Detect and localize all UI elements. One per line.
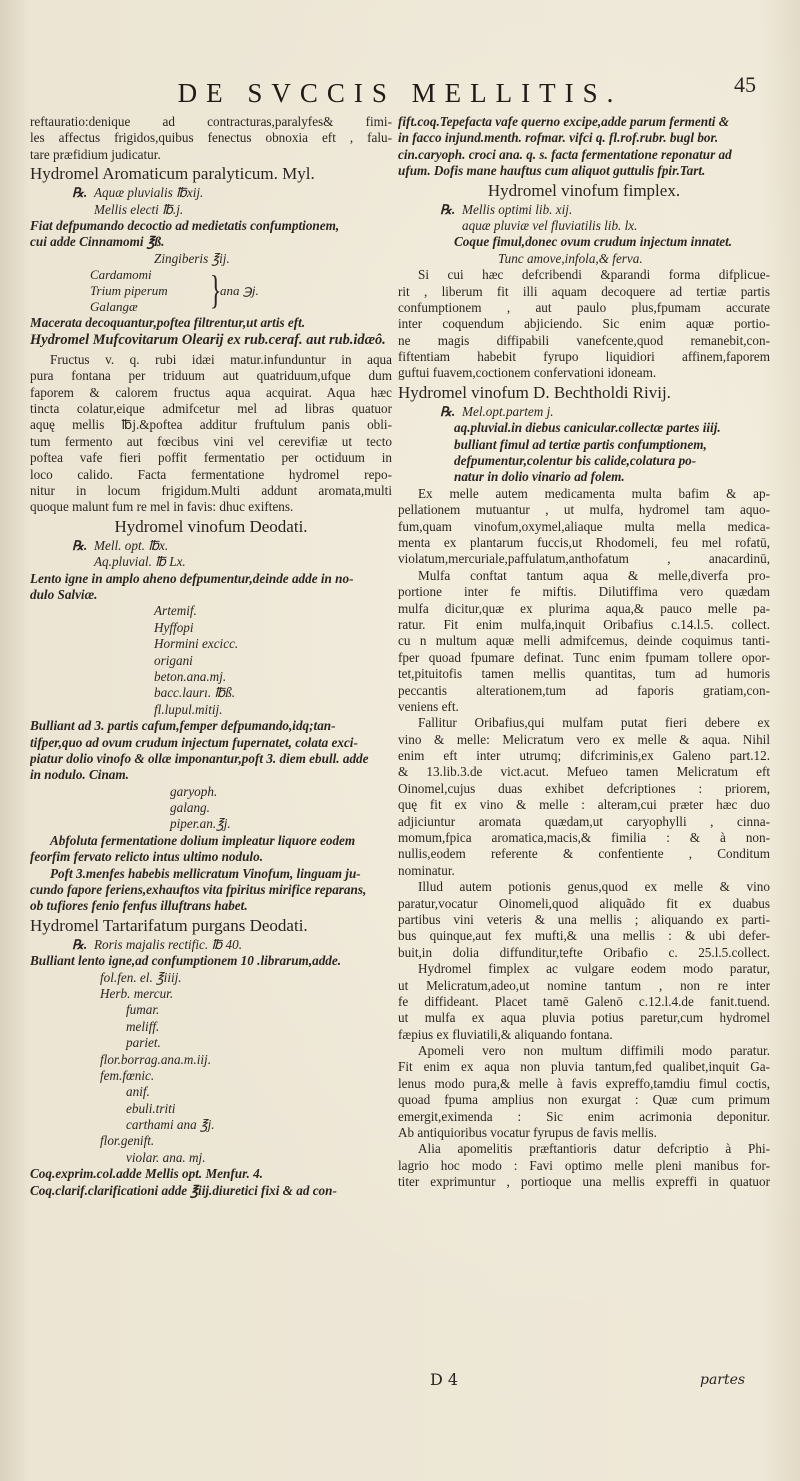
recipe-instruction: Poft 3.menfes habebis mellicratum Vinofum, linguam ju- (50, 865, 361, 881)
text-line: lagrio hoc modo : Favi optimo melle pleni manibus for- (398, 1157, 770, 1173)
text-line: Si cui hæc defcribendi &parandi forma difplicue- (418, 267, 770, 283)
text-line: Oinomel,cujus duas exhibet defcriptiones : priorem, (398, 780, 770, 796)
text-line: fe diffideant. Placet tamē Galenō c.12.l.4.de fanit.tuend. (398, 993, 770, 1009)
ingredient: Trium piperum (90, 283, 168, 299)
text-line: nominatur. (398, 862, 455, 878)
text-line: nitur in locum frigidum.Multi addunt aromata,multi (30, 483, 392, 499)
recipe-instruction: ob tufiores fenio fenfus illuftrans habet. (30, 898, 248, 914)
text-line: les affectus frigidos,quibus fenectus obnoxia eft , falu- (30, 130, 392, 146)
ingredient: beton.ana.mj. (154, 668, 227, 684)
recipe-instruction: in nodulo. Cinam. (30, 767, 129, 783)
ingredient: bacc.laurı. ℔ß. (154, 685, 236, 701)
text-line: portione inter fe miftis. Dilutiffima vero quædam (398, 584, 770, 600)
recipe-instruction: Coq.clarif.clarificationi adde ℥iij.diuretici fixi & ad con- (30, 1182, 337, 1198)
recipe-line (398, 404, 770, 420)
text-line: cu n multum aquæ melli admifcemus, deinde coquimus tanti- (398, 633, 770, 649)
recipe-line (30, 538, 392, 554)
text-line: titer exprimuntur , portioque una mellis expreffi in quatuor (398, 1174, 770, 1190)
text-line: Illud autem potionis genus,quod ex melle & vino (418, 879, 770, 895)
text-line: lenus modo pura,& melle à favis expreffo,tamdiu fimul coctis, (398, 1075, 770, 1091)
ingredient: fl.lupul.mitij. (154, 701, 223, 717)
recipe-instruction: Bulliant lento igne,ad confumptionem 10 .librarum,adde. (30, 953, 342, 969)
ingredient: flor.borrag.ana.m.iij. (100, 1051, 212, 1067)
ingredient: Aquæ pluvialis ℔xij. (94, 185, 204, 201)
ingredient: pariet. (126, 1035, 161, 1051)
ingredient: Zingiberis ℥ij. (154, 250, 230, 266)
text-line: guftui fuavem,coctionem confervationi idoneam. (398, 365, 657, 381)
recipe-instruction: piatur dolio vinofo & ollæ imponantur,poft 3. diem ebull. adde (30, 750, 369, 766)
running-head: DE SVCCIS MELLITIS. (177, 78, 623, 108)
text-line: Ab antiquioribus vocatur fyrupus de favis mellis. (398, 1125, 657, 1141)
text-line: ut Melicratum,adeo,ut nomine tantum , non re inter (398, 977, 770, 993)
recipe-line (30, 554, 392, 570)
ingredient: fumar. (126, 1002, 160, 1018)
section-heading: Hydromel vinofum D. Bechtholdi Rivij. (398, 382, 671, 402)
section-heading: Hydromel Aromaticum paralyticum. Myl. (30, 164, 315, 184)
ingredient: Hormini excicc. (154, 636, 239, 652)
ingredient: Cardamomi (90, 267, 152, 283)
text-line: ut mulfa ex aqua pluvia potius paretur,cum hydromel (398, 1010, 770, 1026)
ingredient: galang. (170, 800, 210, 816)
text-line: emergit,eximenda : Sic enim acrimonia deponitur. (398, 1108, 770, 1124)
text-line: pellationem mutuantur , ut mulfa, hydromel tam aquo- (398, 502, 770, 518)
text-line: Mulfa conftat tantum aqua & melle,diverfa pro- (418, 567, 770, 583)
text-line: loco calido. Facta fermentatione hydromel repo- (30, 466, 392, 482)
text-line: enim eft inter utrumq; difcriminis,ex Galeno part.12. (398, 748, 770, 764)
text-line: Fructus v. q. rubi idæi matur.infunduntur in aqua (50, 351, 392, 367)
recipe-instruction: ufum. Dofis mane hauftus cum aliquot guttulis fpir.Tart. (398, 163, 706, 179)
text-line: rit , liberum fit illi aquam decoquere ad tertiæ partis (398, 283, 770, 299)
text-line: aquę mellis ℔j.&poftea additur fruftulum panis obli- (30, 417, 392, 433)
recipe-line (30, 185, 392, 201)
signature-mark: D 4 (430, 1370, 459, 1389)
recipe-instruction: in facco injund.menth. rofmar. vifci q. fl.rof.rubr. bugl bor. (398, 130, 719, 146)
recipe-instruction: bulliant fimul ad tertiæ partis confumptionem, (454, 436, 707, 452)
recipe-symbol: ℞. (440, 201, 456, 217)
text-line: paratur,vocatur Oinomeli,quod aliquãdo fit ex duabus (398, 895, 770, 911)
ingredient: anif. (126, 1084, 150, 1100)
text-line: tare præfidium judicatur. (30, 146, 161, 162)
text-line: Fallitur Oribafius,qui mulfam putat fieri debere ex (418, 715, 770, 731)
recipe-line (30, 937, 392, 953)
catchword: partes (700, 1372, 746, 1388)
text-line: vino & melle: Melicratum vero ex melle & aqua. Nihil (398, 731, 770, 747)
recipe-symbol: ℞. (440, 403, 456, 419)
group-names (90, 267, 168, 315)
recipe-instruction: Tunc amove,infola,& ferva. (498, 250, 643, 266)
text-line: violatum,mercuriale,paffulatum,anthofatum , anacardinū, (398, 551, 770, 567)
ingredient: Mellis optimi lib. xij. (462, 201, 573, 217)
recipe-line (398, 202, 770, 218)
ingredient-group (30, 267, 392, 315)
text-line: fiftentiam habebit fyrupo liquidiori affinem,faporem (398, 349, 770, 365)
left-column (30, 114, 392, 1199)
ingredient: Artemif. (154, 603, 197, 619)
ingredient: ebuli.triti (126, 1100, 176, 1116)
text-line: Ex melle autem medicamenta multa bafim & ap- (418, 485, 770, 501)
ingredient: piper.an.℥j. (170, 816, 231, 832)
recipe-instruction: aq.pluvial.in diebus canicular.collectæ partes iiij. (454, 420, 721, 436)
text-line: confumptionem , aut paulo plus,fpumam accurate (398, 299, 770, 315)
recipe-line (398, 218, 770, 234)
ingredient: aquæ pluviæ vel fluviatilis lib. lx. (462, 217, 638, 233)
ingredient: Aq.pluvial. ℔ Lx. (94, 554, 186, 570)
text-line: menta ex plantarum fuccis,ut Rhodomeli, feu mel rofatū, (398, 534, 770, 550)
ingredient: Roris majalis rectific. ℔ 40. (94, 936, 243, 952)
ingredient: fem.fœnic. (100, 1067, 155, 1083)
text-line: reftauratio:denique ad contracturas,paralyfes& fimi- (30, 114, 392, 129)
ingredient: origani (154, 652, 193, 668)
ingredient: flor.genift. (100, 1133, 155, 1149)
text-line: fæpius ex fluviatili,& aliquando fontana. (398, 1026, 613, 1042)
recipe-instruction: fift.coq.Tepefacta vafe querno excipe,adde parum fermenti & (398, 114, 729, 129)
text-line: momum,fpica aromatica,macis,& fimilia : & à non- (398, 830, 770, 846)
text-line: mulfa dicitur,quæ ex plurima aqua,& pauco melle pa- (398, 600, 770, 616)
ingredient: garyoph. (170, 783, 218, 799)
text-line: partibus vini veteris & una mellis ; aliquando ex parti- (398, 911, 770, 927)
text-line: pura fontana per triduum aut quatriduum,ufque dum (30, 368, 392, 384)
recipe-instruction: Lento igne in amplo aheno defpumentur,deinde adde in no- (30, 570, 354, 586)
recipe-instruction: Bulliant ad 3. partis cafum,femper defpumando,idq;tan- (30, 718, 336, 734)
text-line: peccantis alterationem,tum ad faporis gratiam,con- (398, 682, 770, 698)
ingredient: Galangæ (90, 299, 138, 315)
text-line: Alia apomelitis præftantioris datur defcriptio à Phi- (418, 1141, 770, 1157)
text-line: Apomeli vero non multum diffimili modo paratur. (418, 1043, 770, 1059)
section-heading: Hydromel vinofum fimplex. (487, 180, 681, 200)
ingredient: carthami ana ℥j. (126, 1117, 215, 1133)
ingredient: fol.fen. el. ℥iiij. (100, 969, 182, 985)
recipe-instruction: Fiat defpumando decoctio ad medietatis confumptionem, (30, 217, 340, 233)
recipe-instruction: Abfoluta fermentatione dolium impleatur liquore eodem (50, 832, 356, 848)
right-column (398, 114, 770, 1191)
recipe-symbol: ℞. (72, 537, 88, 553)
group-amount: ana ℈j. (220, 283, 259, 299)
text-line: tet,pituitofis tamen mellis quantitas, tum ad humoris (398, 666, 770, 682)
recipe-instruction: dulo Salviæ. (30, 586, 98, 602)
recipe-instruction: feorfim fervato relicto intus ultimo nodulo. (30, 849, 263, 865)
text-line: quę fit ex vino & melle : alteram,cui præter hæc duo (398, 797, 770, 813)
text-line: ratur. Fit enim mulfa,inquit Oribafius c.14.l.5. collect. (398, 616, 770, 632)
section-heading: Hydromel Tartarifatum purgans Deodati. (30, 915, 308, 935)
text-line: tum fermento aut fœcibus vini vel cerevifiæ ut tecto (30, 433, 392, 449)
text-line: faporem & calorem fructus aqua acquirat. Aqua hæc (30, 384, 392, 400)
text-line: quoque malunt fum re mel in favis: dhuc exiftens. (30, 499, 294, 515)
section-heading: Hydromel Mufcovitarum Olearij ex rub.ceraf. aut rub.idæô. (30, 331, 386, 348)
ingredient: Mellis electi ℔.j. (94, 201, 184, 217)
text-line: quoad fpuma amplius non exurgat : Quæ cum primum (398, 1092, 770, 1108)
text-line: fper quoad fpumare definat. Tunc enim fpumam tollere opor- (398, 649, 770, 665)
recipe-line (30, 202, 392, 218)
text-line: buit,in dolia diffunditur,tefte Oribafio c. 25.l.5.collect. (398, 944, 770, 960)
text-line: adjiciuntur aromata quædam,ut caryophylli , cinna- (398, 813, 770, 829)
text-line: poftea vafe fieri poffit fermentatio per octiduum in (30, 450, 392, 466)
ingredient: Hyffopi (154, 619, 194, 635)
ingredient: Mel.opt.partem j. (462, 403, 554, 419)
recipe-instruction: tifper,quo ad ovum crudum injectum fupernatet, colata exci- (30, 734, 358, 750)
text-line: tincta colatur,eique admifcetur mel ad libras quatuor (30, 401, 392, 417)
recipe-instruction: Coq.exprim.col.adde Mellis opt. Menfur. 4. (30, 1166, 263, 1182)
text-line: fum,quam vinofum,oxymel,aliaque multa mella medica- (398, 518, 770, 534)
text-line: Hydromel fimplex ac vulgare eodem modo paratur, (418, 961, 770, 977)
brace-icon: } (209, 267, 222, 313)
text-line: & 13.lib.3.de vict.acut. Mefueo tamen Melicratum eft (398, 764, 770, 780)
ingredient: meliff. (126, 1018, 160, 1034)
recipe-symbol: ℞. (72, 185, 88, 201)
recipe-instruction: cundo fapore feriens,exhauftos vita fpiritus mirifice reparans, (30, 882, 367, 898)
text-line: nullis,eodem referente & confentiente , Conditum (398, 846, 770, 862)
recipe-instruction: cin.caryoph. croci ana. q. s. facta fermentatione reponatur ad (398, 146, 732, 162)
recipe-instruction: cui adde Cinnamomi ℥ß. (30, 234, 165, 250)
text-line: veniens eft. (398, 698, 459, 714)
page-number: 45 (734, 72, 756, 97)
text-line: Fit enim ex aqua non pluvia tantum,fed qualibet,inquit Ga- (398, 1059, 770, 1075)
recipe-symbol: ℞. (72, 936, 88, 952)
recipe-instruction: Coque fimul,donec ovum crudum injectum innatet. (454, 234, 733, 250)
ingredient: violar. ana. mj. (126, 1149, 206, 1165)
recipe-instruction: natur in dolio vinario ad folem. (454, 469, 625, 485)
text-line: inter coquendum abjiciendo. Sic enim aquæ portio- (398, 316, 770, 332)
text-line: ne magis diffipabili vanefcente,quod remanebit,con- (398, 332, 770, 348)
recipe-instruction: Macerata decoquantur,poftea filtrentur,ut artis eft. (30, 315, 306, 331)
ingredient: Herb. mercur. (100, 985, 174, 1001)
ingredient: Mell. opt. ℔x. (94, 537, 169, 553)
section-heading: Hydromel vinofum Deodati. (114, 516, 308, 536)
recipe-instruction: defpumentur,colentur bis calide,colatura po- (454, 453, 697, 469)
text-line: bus quinque,aut fex mufti,& una mellis : & ubi defer- (398, 928, 770, 944)
